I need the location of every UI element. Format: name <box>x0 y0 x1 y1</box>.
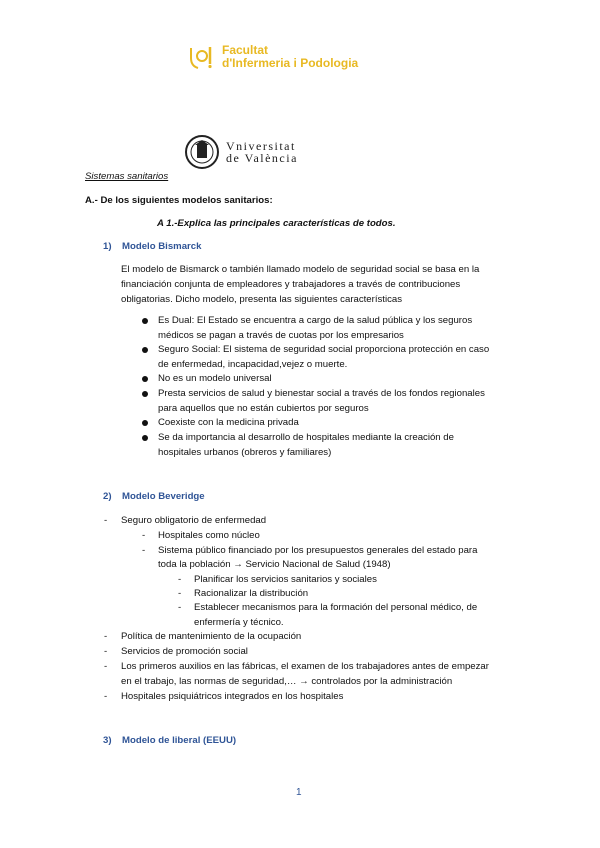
beveridge-item: Servicios de promoción social <box>121 646 248 657</box>
bismarck-bullet-text: Seguro Social: El sistema de seguridad social proporciona protección en caso <box>158 344 490 355</box>
heading-3-title: Modelo de liberal (EEUU) <box>122 735 237 746</box>
bullet-icon <box>142 420 148 426</box>
bismarck-bullet-text: hospitales urbanos (obreros y familiares) <box>158 447 332 458</box>
faculty-name-line2: d'Infermeria i Podologia <box>222 56 359 70</box>
bismarck-bullet-text: de enfermedad, incapacidad,vejez o muerte. <box>158 359 348 370</box>
dash-marker: - <box>104 691 108 702</box>
section-a-heading: A.- De los siguientes modelos sanitarios: <box>85 195 273 206</box>
bullet-icon <box>142 318 148 324</box>
bismarck-bullet-text: Presta servicios de salud y bienestar social a través de los fondos regionales <box>158 388 485 399</box>
bismarck-paragraph-line: El modelo de Bismarck o también llamado modelo de seguridad social se basa en la <box>121 264 480 275</box>
bullet-icon <box>142 376 148 382</box>
faculty-emblem-icon <box>188 44 216 70</box>
beveridge-item: enfermería y técnico. <box>194 617 284 628</box>
beveridge-item: Racionalizar la distribución <box>194 588 309 599</box>
bismarck-bullet-text: No es un modelo universal <box>158 373 272 384</box>
heading-3-number: 3) <box>103 735 112 746</box>
bismarck-bullet-text: para aquellos que no están cubiertos por seguros <box>158 403 369 414</box>
bullet-icon <box>142 391 148 397</box>
beveridge-item: en el trabajo, las normas de seguridad,… → controlados por la administración <box>121 676 453 687</box>
dash-marker: - <box>178 602 182 613</box>
university-logo <box>184 134 298 170</box>
beveridge-item: Seguro obligatorio de enfermedad <box>121 515 267 526</box>
heading-2-number: 2) <box>103 491 112 502</box>
dash-marker: - <box>142 545 146 556</box>
bismarck-bullet-text: Se da importancia al desarrollo de hospitales mediante la creación de <box>158 432 454 443</box>
faculty-name-line1: Facultat <box>222 43 269 57</box>
beveridge-item: Planificar los servicios sanitarios y sociales <box>194 574 377 585</box>
beveridge-item: Política de mantenimiento de la ocupación <box>121 631 302 642</box>
beveridge-item: toda la población → Servicio Nacional de Salud (1948) <box>158 559 391 570</box>
dash-marker: - <box>142 530 146 541</box>
dash-marker: - <box>178 588 182 599</box>
heading-1-title: Modelo Bismarck <box>122 241 202 252</box>
subject-title: Sistemas sanitarios <box>85 171 169 182</box>
dash-marker: - <box>104 646 108 657</box>
subsection-a1-heading: A 1.-Explica las principales características de todos. <box>157 218 396 229</box>
bismarck-bullet-text: Es Dual: El Estado se encuentra a cargo de la salud pública y los seguros <box>158 315 473 326</box>
beveridge-item: Sistema público financiado por los presupuestos generales del estado para <box>158 545 478 556</box>
bismarck-paragraph-line: financiación conjunta de empleadores y trabajadores a través de contribuciones <box>121 279 461 290</box>
bismarck-bullet-text: Coexiste con la medicina privada <box>158 417 299 428</box>
dash-marker: - <box>104 631 108 642</box>
page-number: 1 <box>296 787 302 798</box>
bullet-icon <box>142 435 148 441</box>
beveridge-item: Establecer mecanismos para la formación del personal médico, de <box>194 602 478 613</box>
heading-1-number: 1) <box>103 241 112 252</box>
bullet-icon <box>142 347 148 353</box>
beveridge-item: Hospitales como núcleo <box>158 530 260 541</box>
beveridge-item: Hospitales psiquiátricos integrados en los hospitales <box>121 691 344 702</box>
dash-marker: - <box>104 661 108 672</box>
dash-marker: - <box>104 515 108 526</box>
university-seal-icon <box>184 134 220 170</box>
university-name-line2: de València <box>226 151 298 165</box>
faculty-logo <box>188 44 358 70</box>
beveridge-item: Los primeros auxilios en las fábricas, el examen de los trabajadores antes de empezar <box>121 661 489 672</box>
bismarck-bullet-text: médicos se pagan a través de cuotas por los empresarios <box>158 330 404 341</box>
bismarck-paragraph-line: obligatorias. Dicho modelo, presenta las siguientes características <box>121 294 403 305</box>
dash-marker: - <box>178 574 182 585</box>
heading-2-title: Modelo Beveridge <box>122 491 205 502</box>
university-name-line1: Vniversitat <box>226 139 296 153</box>
